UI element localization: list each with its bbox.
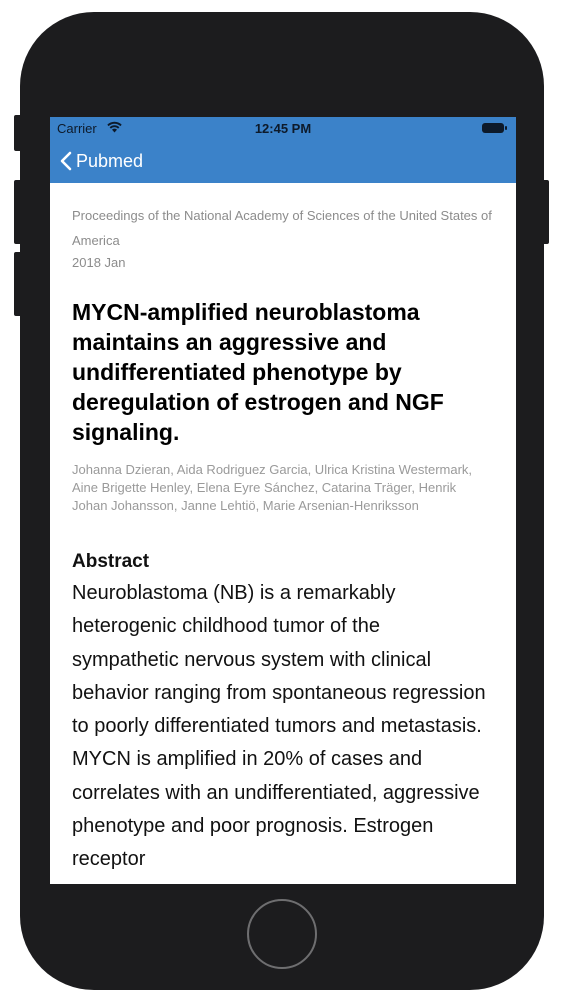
author-list: Johanna Dzieran, Aida Rodriguez Garcia, Ulrica Kristina Westermark, Aine Brigette Henley, Elena Eyre Sánchez, Catarina Träger, Henrik Johan Johansson, Janne Lehtiö, Marie Arsenian-Henriksson [72, 462, 473, 513]
chevron-left-icon [60, 151, 72, 171]
article-content [72, 183, 492, 877]
abstract-heading: Abstract [72, 551, 150, 572]
carrier-label: Carrier [57, 121, 97, 136]
screen [50, 117, 516, 884]
abstract-text: Neuroblastoma (NB) is a remarkably heterogenic childhood tumor of the sympathetic nervous system with clinical behavior ranging from spontaneous regression to poorly differentiated tumors and metastasis. MYCN is amplified in 20% of cases and correlates with an undifferentiated, aggressive phenotype and poor prognosis. Estrogen receptor [72, 582, 486, 871]
battery-icon [482, 123, 508, 133]
article-title: MYCN-amplified neuroblastoma maintains an aggressive and undifferentiated phenotype by deregulation of estrogen and NGF signaling. [72, 299, 444, 445]
publication-date: 2018 Jan [72, 255, 126, 270]
back-label: Pubmed [76, 150, 144, 171]
navigation-bar [50, 139, 516, 183]
back-button[interactable] [60, 147, 143, 175]
home-button[interactable] [247, 899, 317, 969]
journal-name: Proceedings of the National Academy of Sciences of the United States of America [72, 208, 492, 248]
status-time: 12:45 PM [254, 121, 312, 136]
status-bar [50, 117, 516, 139]
